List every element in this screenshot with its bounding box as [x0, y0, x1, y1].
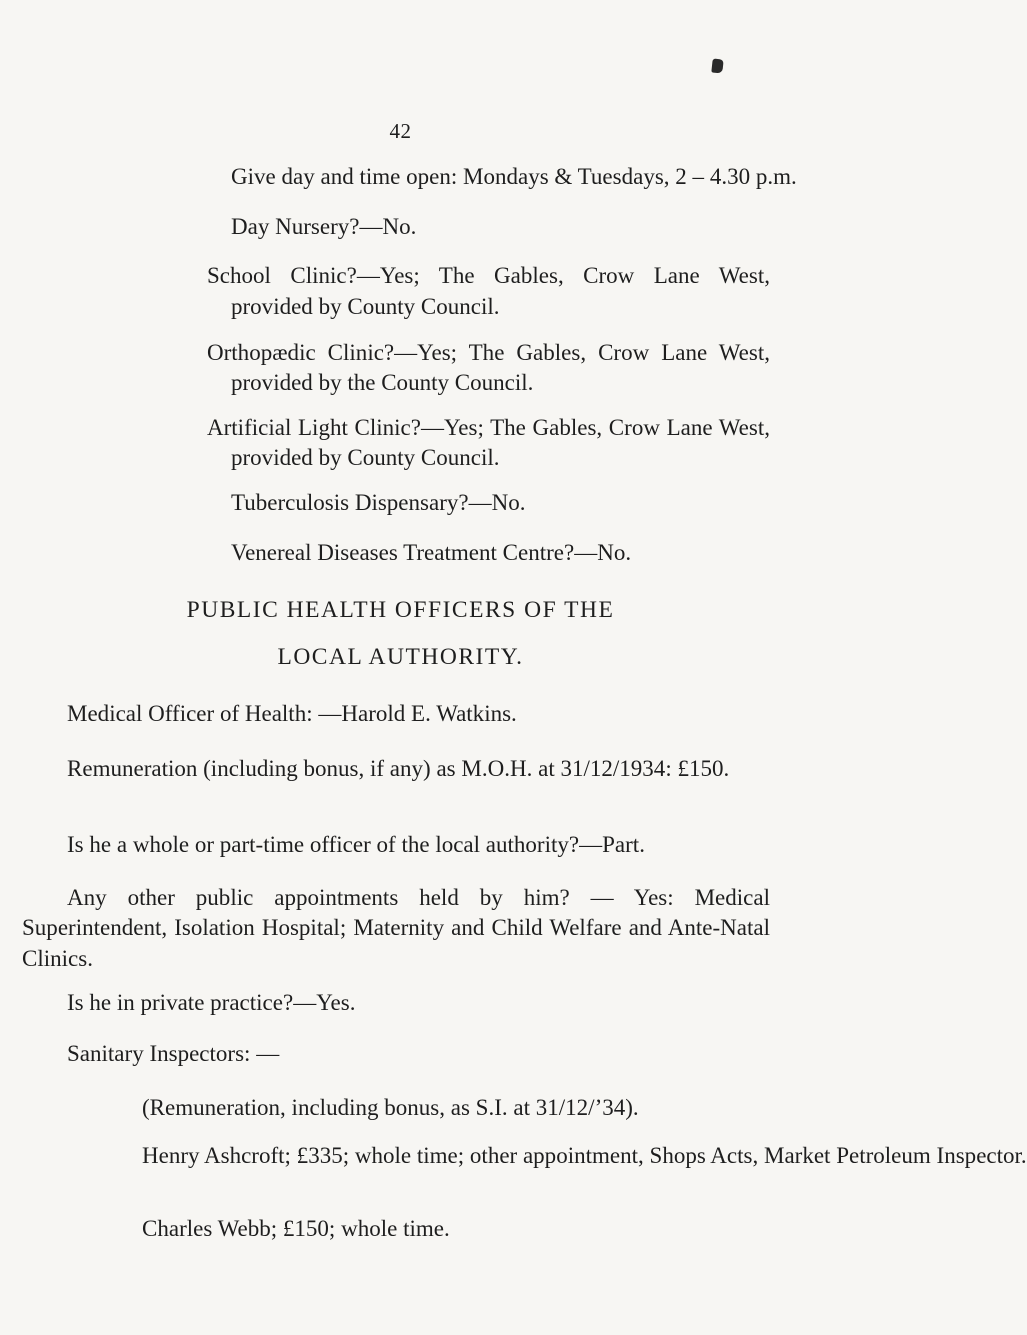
- opening-hours-line: Give day and time open: Mondays & Tuesdays, 2 – 4.30 p.m.: [231, 163, 797, 190]
- inspector-charles-webb: Charles Webb; £150; whole time.: [142, 1214, 450, 1241]
- page-number: 42: [389, 118, 412, 143]
- medical-officer-line: Medical Officer of Health: —Harold E. Watkins.: [67, 700, 517, 727]
- artificial-light-clinic-line: Artificial Light Clinic?—Yes; The Gables, Crow Lane West, provided by County Council.: [207, 413, 770, 470]
- inspector-remuneration-note: (Remuneration, including bonus, as S.I. at 31/12/’34).: [142, 1093, 639, 1120]
- private-practice-line: Is he in private practice?—Yes.: [67, 988, 356, 1015]
- orthopaedic-clinic-line: Orthopædic Clinic?—Yes; The Gables, Crow Lane West, provided by the County Council.: [207, 339, 770, 396]
- public-appointments-line: Any other public appointments held by him? — Yes: Medical Superintendent, Isolation Hospital; Maternity and Child Welfare and Ante-Natal Clinics.: [22, 884, 770, 971]
- day-nursery-line: Day Nursery?—No.: [231, 212, 417, 239]
- moh-remuneration-line: Remuneration (including bonus, if any) as M.O.H. at 31/12/1934: £150.: [67, 754, 730, 781]
- part-time-officer-line: Is he a whole or part-time officer of the local authority?—Part.: [67, 831, 645, 858]
- section-heading-line-1: PUBLIC HEALTH OFFICERS OF THE: [186, 597, 615, 624]
- ink-blot-mark: [711, 58, 723, 73]
- inspector-henry-ashcroft: Henry Ashcroft; £335; whole time; other appointment, Shops Acts, Market Petroleum Inspector.: [142, 1141, 1027, 1168]
- school-clinic-line: School Clinic?—Yes; The Gables, Crow Lane West, provided by County Council.: [207, 262, 770, 319]
- tuberculosis-dispensary-line: Tuberculosis Dispensary?—No.: [231, 488, 526, 515]
- sanitary-inspectors-heading: Sanitary Inspectors: —: [67, 1039, 280, 1066]
- venereal-diseases-line: Venereal Diseases Treatment Centre?—No.: [231, 539, 632, 566]
- section-heading-line-2: LOCAL AUTHORITY.: [277, 644, 524, 671]
